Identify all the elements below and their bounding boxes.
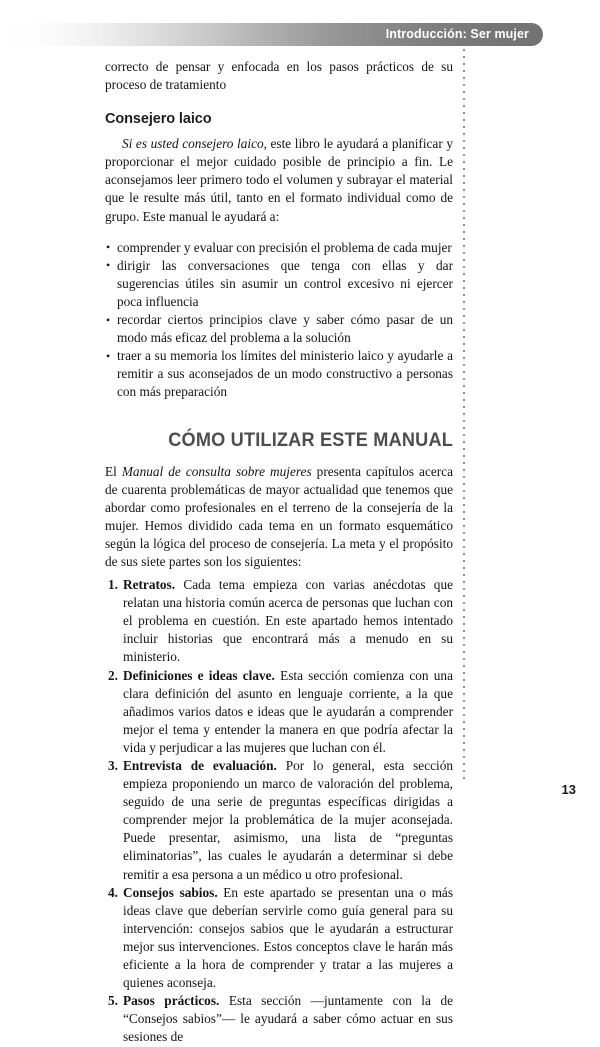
list-item-text: Esta sección comienza con una clara definición del asunto en lenguaje corriente, a la que añadimos varios datos e ideas que le ayudarán a comprender mejor el tema y entender la manera en que podría afectar la vida y perjudicar a las mujeres que luchan con él. <box>123 667 453 755</box>
intro-after-italic: presenta capítulos acerca de cuarenta problemáticas de mayor actualidad que tenemos que abordar como profesionales en el terreno de la consejería de la mujer. Hemos dividido cada tema en un formato esquemático según la lógica del proceso de consejería. La meta y el propósito de sus siete partes son los siguientes: <box>105 463 453 569</box>
list-item-text: Por lo general, esta sección empieza proponiendo un marco de valoración del problema, seguido de una serie de preguntas específicas dirigidas a comprender mejor la problemática de la mujer aconsejada. Puede presentar, asimismo, una lista de “preguntas eliminatorias”, las cuales le ayudarán a determinar si debe remitir a esa persona a un médico u otro profesional. <box>123 758 453 882</box>
list-item-number: 2. <box>108 667 118 683</box>
list-item <box>105 884 453 993</box>
list-item-text: En este apartado se presentan una o más ideas clave que deberían servirle como guía general para su intervención: consejos sabios que le ayudarán a estructurar mejor sus intervenciones. Estos conceptos clave le harán más eficiente a la hora de comprender y tratar a las mujeres a quienes aconseja. <box>123 884 453 991</box>
list-item: • recordar ciertos principios clave y saber cómo pasar de un modo más eficaz del problema a la solución <box>106 311 453 347</box>
paragraph-rest: , este libro le ayudará a planificar y proporcionar el mejor cuidado posible de principio a fin. Le aconsejamos leer primero todo el volumen y subrayar el material que le resulte más útil, tanto en el formato individual como de grupo. Este manual le ayudará a: <box>105 136 454 224</box>
running-header-bar <box>0 23 543 46</box>
list-item-number: 1. <box>108 577 118 593</box>
running-header-title: Introducción: Ser mujer <box>385 27 529 41</box>
list-item-text: Cada tema empieza con varias anécdotas que relatan una historia común acerca de personas que luchan con el problema en cuestión. En este apartado hemos intentado incluir historias que encontrará más a menudo en su ministerio. <box>123 577 453 665</box>
list-item <box>105 757 453 884</box>
margin-dotted-rule <box>463 49 465 779</box>
list-item: • dirigir las conversaciones que tenga con ellas y dar sugerencias útiles sin asumir un control excesivo ni ejercer poca influencia <box>106 257 453 311</box>
italic-lead-in: Si es usted consejero laico <box>122 136 264 152</box>
text-column <box>105 58 453 1047</box>
subheading-consejero-laico: Consejero laico <box>105 111 212 128</box>
list-item: • comprender y evaluar con precisión el problema de cada mujer <box>106 239 453 257</box>
list-item-term: Pasos prácticos. <box>123 993 220 1009</box>
list-item-term: Retratos. <box>123 577 176 593</box>
seven-parts-numbered-list <box>105 576 453 1046</box>
list-item-term: Definiciones e ideas clave. <box>123 667 275 683</box>
list-item <box>105 992 453 1046</box>
list-item-number: 5. <box>108 993 118 1009</box>
list-item-term: Consejos sabios. <box>123 884 218 900</box>
continued-paragraph: correcto de pensar y enfocada en los pasos prácticos de su proceso de tratamiento <box>105 59 453 93</box>
list-item <box>105 667 453 757</box>
book-title-italic: Manual de consulta sobre mujeres <box>121 463 312 479</box>
list-item-text: Esta sección —juntamente con la de “Consejos sabios”— le ayudará a saber cómo actuar en sus sesiones de <box>123 993 453 1045</box>
section-intro-paragraph <box>105 463 453 572</box>
lay-counselor-paragraph <box>105 135 453 225</box>
list-item-number: 4. <box>108 884 118 900</box>
section-heading: CÓMO UTILIZAR ESTE MANUAL <box>168 428 454 451</box>
lay-counselor-bullet-list <box>105 239 453 402</box>
list-item <box>105 576 453 666</box>
intro-before-italic: El <box>105 463 122 479</box>
list-item: • traer a su memoria los límites del ministerio laico y ayudarle a remitir a sus aconsejados de un modo constructivo a personas con más preparación <box>106 347 453 401</box>
list-item-number: 3. <box>108 758 118 773</box>
list-item-term: Entrevista de evaluación. <box>123 758 277 773</box>
page-number: 13 <box>561 782 576 797</box>
